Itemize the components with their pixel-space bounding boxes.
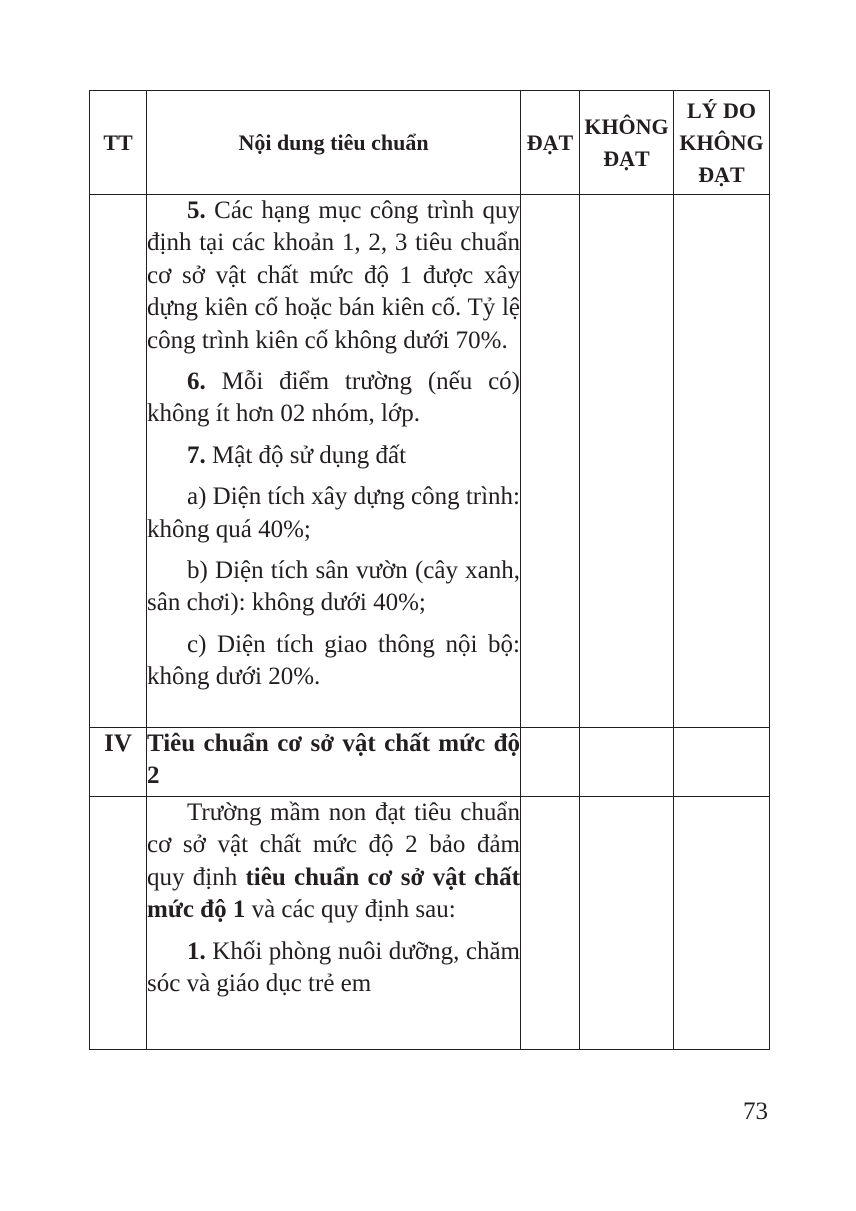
row-khong-dat-cell <box>580 797 674 1050</box>
item-1 <box>147 936 520 1001</box>
header-khong-dat-line2: ĐẠT <box>603 145 650 171</box>
item-7b: b) Diện tích sân vườn (cây xanh, sân chơi): không dưới 40%; <box>147 557 520 617</box>
header-content: Nội dung tiêu chuẩn <box>147 91 521 195</box>
item-5-text: Các hạng mục công trình quy định tại các khoản 1, 2, 3 tiêu chuẩn cơ sở vật chất mức độ 1 được xây dựng kiên cố hoặc bán kiên cố. Tỷ lệ công trình kiên cố không dưới 70%. <box>147 197 520 354</box>
row-dat-cell <box>521 728 580 797</box>
table-header-row <box>90 91 770 195</box>
row-content-cell <box>147 728 521 797</box>
header-ly-do-line2: KHÔNG <box>679 129 764 155</box>
header-khong-dat <box>580 91 674 195</box>
header-tt: TT <box>90 91 147 195</box>
item-5-number: 5. <box>187 197 206 224</box>
header-ly-do-line1: LÝ DO <box>686 97 757 123</box>
item-1-number: 1. <box>187 937 206 965</box>
header-khong-dat-line1: KHÔNG <box>584 113 669 139</box>
item-1-text: Khối phòng nuôi dưỡng, chăm sóc và giáo dục trẻ em <box>147 937 520 998</box>
section-title: Tiêu chuẩn cơ sở vật chất mức độ 2 <box>147 730 520 790</box>
item-7-number: 7. <box>187 441 206 469</box>
row-content-cell <box>147 195 521 728</box>
item-7a: a) Diện tích xây dựng công trình: không quá 40%; <box>147 483 520 543</box>
standards-table <box>89 90 770 1050</box>
header-dat: ĐẠT <box>521 91 580 195</box>
table-row <box>90 195 770 728</box>
item-6-number: 6. <box>187 368 206 396</box>
row-dat-cell <box>521 797 580 1050</box>
row-tt-cell: IV <box>90 728 147 797</box>
row-dat-cell <box>521 195 580 728</box>
intro-paragraph <box>147 797 520 927</box>
row-tt-cell <box>90 195 147 728</box>
row-ly-do-cell <box>674 797 770 1050</box>
page-number: 73 <box>743 1098 768 1125</box>
row-ly-do-cell <box>674 195 770 728</box>
intro-text-1: Trường mầm non đạt tiêu chuẩn cơ sở vật chất mức độ 2 bảo đảm quy định <box>147 799 520 891</box>
item-7c: c) Diện tích giao thông nội bộ: không dưới 20%. <box>147 630 520 691</box>
item-5 <box>147 195 520 357</box>
table-row <box>90 728 770 797</box>
header-ly-do <box>674 91 770 195</box>
header-ly-do-line3: ĐẠT <box>698 161 745 187</box>
row-ly-do-cell <box>674 728 770 797</box>
intro-text-bold: tiêu chuẩn cơ sở vật chất mức độ 1 <box>147 863 520 924</box>
row-tt-cell <box>90 797 147 1050</box>
item-6-text: Mỗi điểm trường (nếu có) không ít hơn 02 nhóm, lớp. <box>147 368 520 428</box>
intro-text-2: và các quy định sau: <box>245 896 456 924</box>
item-6 <box>147 366 520 431</box>
item-7-text: Mật độ sử dụng đất <box>205 441 407 469</box>
table-row <box>90 797 770 1050</box>
item-7 <box>147 440 520 472</box>
row-content-cell <box>147 797 521 1050</box>
row-khong-dat-cell <box>580 728 674 797</box>
row-khong-dat-cell <box>580 195 674 728</box>
